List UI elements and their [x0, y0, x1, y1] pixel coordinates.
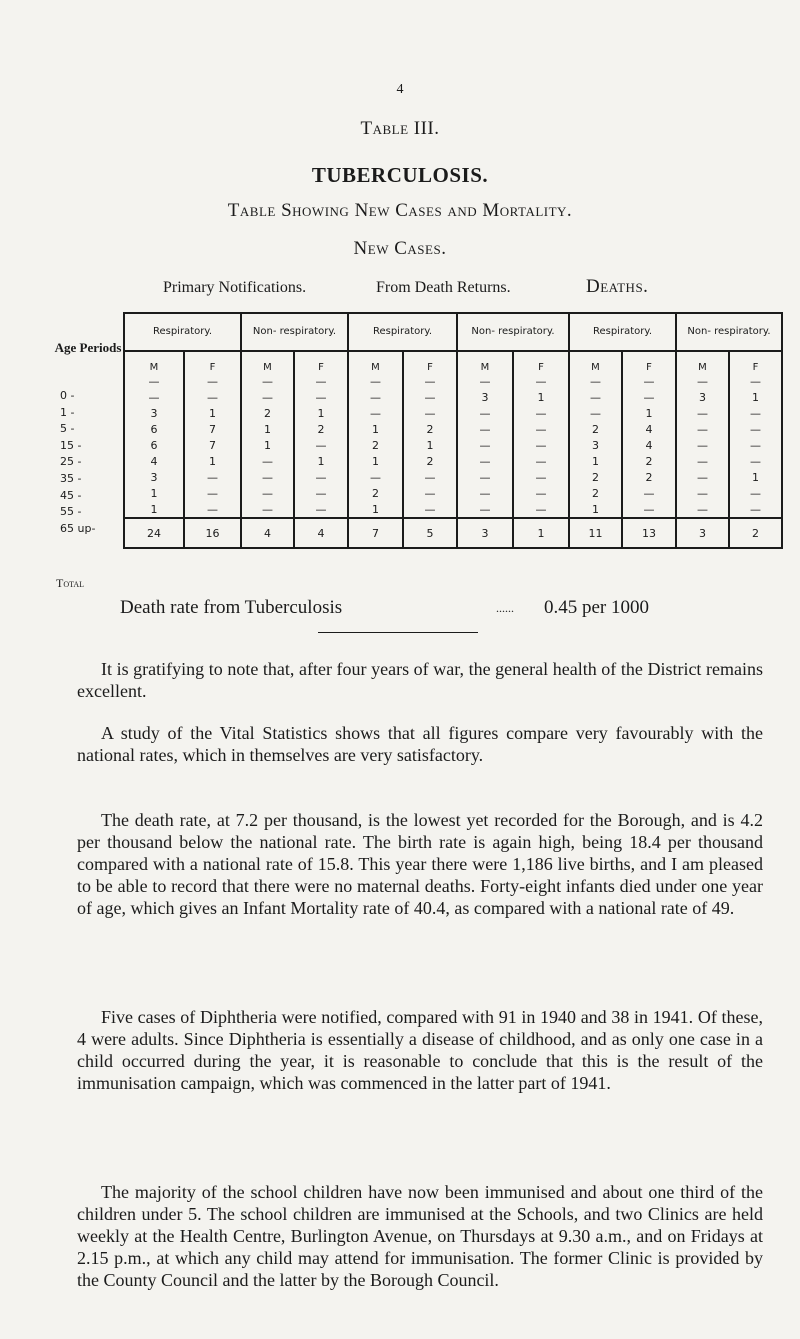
table-row	[124, 453, 782, 469]
total-label: Total	[56, 576, 85, 590]
table-cell: —	[124, 389, 184, 405]
table-cell: —	[403, 485, 457, 501]
group-header: Respiratory.	[124, 313, 241, 351]
table-cell: —	[184, 373, 241, 389]
table-cell: —	[241, 453, 294, 469]
total-cell: 3	[457, 518, 513, 548]
table-row	[124, 469, 782, 485]
table-cell: —	[294, 437, 348, 453]
table-cell: —	[729, 437, 782, 453]
table-cell: 1	[348, 453, 403, 469]
table-cell: —	[513, 501, 569, 518]
table-cell: 1	[241, 437, 294, 453]
group-header: Non- respiratory.	[457, 313, 569, 351]
table-cell: —	[241, 389, 294, 405]
table-cell: 1	[241, 421, 294, 437]
age-period-label: 65 up-	[60, 521, 96, 535]
table-cell: 2	[403, 421, 457, 437]
table-cell: 1	[729, 389, 782, 405]
table-cell: —	[294, 469, 348, 485]
table-cell: 2	[622, 453, 676, 469]
table-cell: —	[676, 405, 729, 421]
table-cell: —	[457, 501, 513, 518]
table-cell: —	[676, 453, 729, 469]
table-cell: 7	[184, 437, 241, 453]
total-cell: 24	[124, 518, 184, 548]
table-row	[124, 405, 782, 421]
death-rate-label: Death rate from Tuberculosis	[120, 597, 343, 618]
sex-header-cell: M	[241, 351, 294, 373]
total-cell: 5	[403, 518, 457, 548]
table-cell: —	[403, 501, 457, 518]
table-cell: 6	[124, 437, 184, 453]
table-cell: 3	[457, 389, 513, 405]
table-cell: —	[294, 373, 348, 389]
table-cell: —	[513, 405, 569, 421]
age-period-label: 55 -	[60, 505, 82, 519]
table-cell: —	[513, 453, 569, 469]
table-cell: —	[729, 405, 782, 421]
group-header: Non- respiratory.	[676, 313, 782, 351]
table-row	[124, 501, 782, 518]
table-cell: —	[569, 405, 622, 421]
total-cell: 13	[622, 518, 676, 548]
sex-header-cell: F	[513, 351, 569, 373]
table-cell: 3	[676, 389, 729, 405]
table-cell: 2	[348, 485, 403, 501]
table-cell: —	[513, 485, 569, 501]
divider-rule	[318, 632, 478, 633]
table-cell: —	[676, 469, 729, 485]
table-row	[124, 437, 782, 453]
table-cell: 7	[184, 421, 241, 437]
sex-header-row	[124, 351, 782, 373]
deaths-heading: Deaths.	[586, 276, 649, 297]
table-cell: —	[348, 405, 403, 421]
age-periods-heading: Age Periods	[54, 340, 122, 355]
age-period-label: 15 -	[60, 438, 82, 452]
table-cell: —	[729, 485, 782, 501]
table-row	[124, 389, 782, 405]
table-cell: —	[348, 389, 403, 405]
table-cell: 2	[569, 485, 622, 501]
table-cell: 3	[569, 437, 622, 453]
table-cell: 4	[124, 453, 184, 469]
table-cell: —	[457, 373, 513, 389]
table-row	[124, 485, 782, 501]
table-cell: 2	[622, 469, 676, 485]
table-cell: 4	[622, 437, 676, 453]
table-cell: 2	[348, 437, 403, 453]
table-cell: 1	[124, 485, 184, 501]
age-period-label: 5 -	[60, 422, 75, 436]
table-cell: —	[403, 405, 457, 421]
sex-header-cell: F	[403, 351, 457, 373]
group-header: Respiratory.	[569, 313, 676, 351]
table-cell: —	[457, 453, 513, 469]
table-cell: 1	[403, 437, 457, 453]
age-period-label: 35 -	[60, 472, 82, 485]
sex-header-cell: F	[184, 351, 241, 373]
table-cell: 6	[124, 421, 184, 437]
table-cell: —	[241, 469, 294, 485]
total-row	[124, 518, 782, 548]
table-cell: —	[457, 485, 513, 501]
table-cell: 3	[124, 469, 184, 485]
page-number: 4	[396, 82, 404, 97]
paragraph-text: Five cases of Diphtheria were notified, compared with 91 in 1940 and 38 in 1941. Of these, 4 were adults. Since Diphtheria is essentially a disease of childhood, and as only one case in a child occurred during the year, it is reasonable to conclude that this is the result of the immunisation campaign, which was commenced in the latter part of 1941.	[77, 1007, 763, 1093]
paragraph-text: The majority of the school children have now been immunised and about one third of the children under 5. The school children are immunised at the Schools, and two Clinics are held weekly at the Health Centre, Burlington Avenue, on Thursdays at 9.30 a.m., and on Fridays at 2.15 p.m., at which any child may attend for immunisation. The former Clinic is provided by the County Council and the latter by the Borough Council.	[77, 1182, 763, 1290]
total-cell: 7	[348, 518, 403, 548]
table-cell: —	[569, 373, 622, 389]
table-cell: —	[124, 373, 184, 389]
table-cell: 1	[184, 453, 241, 469]
paragraph-text: It is gratifying to note that, after four years of war, the general health of the District remains excellent.	[77, 659, 763, 701]
table-cell: —	[457, 469, 513, 485]
table-cell: —	[569, 389, 622, 405]
table-cell: —	[729, 373, 782, 389]
sex-header-cell: M	[124, 351, 184, 373]
table-cell: —	[403, 373, 457, 389]
table-cell: —	[622, 485, 676, 501]
table-cell: —	[676, 373, 729, 389]
age-period-label: 1 -	[60, 405, 75, 419]
table-cell: —	[348, 469, 403, 485]
table-cell: —	[241, 373, 294, 389]
sex-header-cell: M	[569, 351, 622, 373]
table-cell: —	[513, 373, 569, 389]
table-cell: —	[403, 389, 457, 405]
table-cell: 1	[294, 453, 348, 469]
table-cell: —	[184, 469, 241, 485]
table-cell: —	[457, 437, 513, 453]
table-cell: —	[676, 501, 729, 518]
total-cell: 4	[294, 518, 348, 548]
table-cell: 1	[513, 389, 569, 405]
table-cell: 2	[569, 469, 622, 485]
table-cell: 2	[569, 421, 622, 437]
table-cell: —	[294, 501, 348, 518]
total-cell: 16	[184, 518, 241, 548]
table-cell: 2	[403, 453, 457, 469]
group-header: Non- respiratory.	[241, 313, 348, 351]
table-label: Table III.	[360, 118, 440, 139]
table-cell: 2	[294, 421, 348, 437]
age-period-label: 25 -	[60, 455, 82, 469]
tuberculosis-table	[123, 312, 783, 549]
table-cell: 1	[569, 453, 622, 469]
paragraph-1	[77, 658, 763, 702]
table-row	[124, 373, 782, 389]
table-cell: 1	[348, 421, 403, 437]
table-cell: 1	[294, 405, 348, 421]
table-cell: —	[622, 389, 676, 405]
table-cell: 1	[124, 501, 184, 518]
table-cell: —	[184, 389, 241, 405]
table-cell: —	[457, 421, 513, 437]
group-header-row	[124, 313, 782, 351]
sex-header-cell: M	[348, 351, 403, 373]
table-cell: —	[622, 501, 676, 518]
table-cell: —	[241, 501, 294, 518]
table-cell: —	[403, 469, 457, 485]
table-cell: —	[676, 437, 729, 453]
paragraph-4	[77, 1006, 763, 1094]
table-cell: —	[676, 485, 729, 501]
table-cell: —	[513, 437, 569, 453]
table-cell: 1	[348, 501, 403, 518]
sex-header-cell: M	[676, 351, 729, 373]
paragraph-2	[77, 722, 763, 766]
table-cell: —	[294, 485, 348, 501]
table-cell: —	[241, 485, 294, 501]
table-cell: 3	[124, 405, 184, 421]
table-cell: —	[513, 469, 569, 485]
paragraph-text: The death rate, at 7.2 per thousand, is the lowest yet recorded for the Borough, and is 4.2 per thousand below the national rate. The birth rate is again high, being 18.4 per thousand compared with a national rate of 15.8. This year there were 1,186 live births, and I am pleased to be able to record that there were no maternal deaths. Forty-eight infants died under one year of age, which gives an Infant Mortality rate of 40.4, as compared with a national rate of 49.	[77, 810, 763, 918]
table-row	[124, 421, 782, 437]
table-cell: —	[348, 373, 403, 389]
primary-notifications-heading: Primary Notifications.	[163, 279, 307, 296]
total-cell: 11	[569, 518, 622, 548]
leader-dots: ......	[496, 601, 514, 615]
table-cell: 4	[622, 421, 676, 437]
table-cell: —	[676, 421, 729, 437]
table-cell: —	[184, 501, 241, 518]
table-cell: 1	[622, 405, 676, 421]
table-cell: —	[184, 485, 241, 501]
table-cell: —	[457, 405, 513, 421]
paragraph-5	[77, 1181, 763, 1291]
table-cell: —	[513, 421, 569, 437]
paragraph-text: A study of the Vital Statistics shows that all figures compare very favourably with the national rates, which in themselves are very satisfactory.	[77, 723, 763, 765]
death-rate-value: 0.45 per 1000	[544, 597, 650, 618]
total-cell: 3	[676, 518, 729, 548]
table-cell: —	[622, 373, 676, 389]
new-cases-heading: New Cases.	[353, 238, 447, 259]
paragraph-3	[77, 809, 763, 919]
sex-header-cell: F	[294, 351, 348, 373]
total-cell: 2	[729, 518, 782, 548]
table-cell: —	[729, 501, 782, 518]
sex-header-cell: F	[729, 351, 782, 373]
table-cell: 1	[729, 469, 782, 485]
group-header: Respiratory.	[348, 313, 457, 351]
page-title: TUBERCULOSIS.	[311, 163, 489, 187]
sex-header-cell: M	[457, 351, 513, 373]
death-returns-heading: From Death Returns.	[376, 279, 511, 296]
table-cell: 2	[241, 405, 294, 421]
age-period-label: 0 -	[60, 389, 75, 402]
sex-header-cell: F	[622, 351, 676, 373]
total-cell: 1	[513, 518, 569, 548]
total-cell: 4	[241, 518, 294, 548]
age-period-label: 45 -	[60, 488, 82, 502]
table-cell: —	[729, 453, 782, 469]
table-cell: —	[294, 389, 348, 405]
table-subtitle: Table Showing New Cases and Mortality.	[227, 200, 573, 221]
table-cell: 1	[569, 501, 622, 518]
table-cell: 1	[184, 405, 241, 421]
table-cell: —	[729, 421, 782, 437]
